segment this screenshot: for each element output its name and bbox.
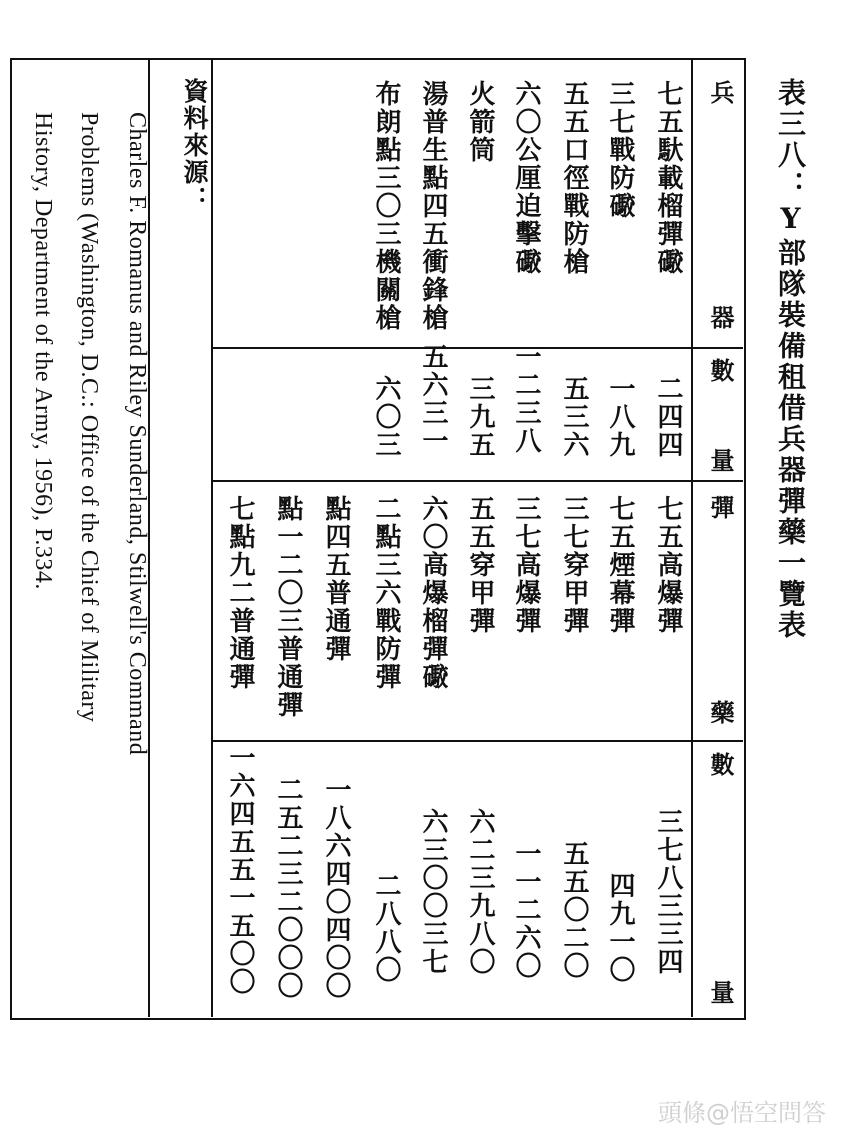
ammo-qty: 六二三九八〇 — [465, 808, 495, 976]
weapon-qty: 二四四 — [653, 375, 683, 459]
header-qty1-bottom: 量 — [706, 448, 735, 472]
weapon-qty: 三九五 — [465, 375, 495, 459]
weapon-name: 六〇公厘迫擊礮 — [511, 80, 541, 276]
weapon-qty: 一二三八 — [511, 343, 541, 455]
divider-ammo-qty — [211, 740, 743, 742]
source-line-3: History, Department of the Army, 1956), P.334. — [30, 112, 56, 590]
weapon-name: 布朗點三〇三機關槍 — [371, 80, 401, 332]
ammo-name: 七點九二普通彈 — [225, 495, 255, 691]
ammo-name: 三七高爆彈 — [511, 495, 541, 635]
weapon-name: 七五馱載榴彈礮 — [653, 80, 683, 276]
ammo-qty: 六三〇〇三七 — [418, 808, 448, 976]
weapon-qty: 五六三一 — [418, 343, 448, 455]
ammo-qty: 三七八三三四 — [653, 808, 683, 976]
header-ammo-bottom: 藥 — [706, 700, 735, 724]
weapon-name: 五五口徑戰防槍 — [559, 80, 589, 276]
ammo-name: 點一二〇三普通彈 — [273, 495, 303, 719]
weapon-name: 三七戰防礮 — [605, 80, 635, 220]
ammo-qty: 五五〇二〇 — [559, 840, 589, 980]
source-line-2: Problems (Washington, D.C.: Office of the Chief of Military — [76, 112, 102, 723]
page-title: 表三八：Y部隊裝備租借兵器彈藥一覽表 — [774, 78, 807, 641]
header-qty2-bottom: 量 — [706, 980, 735, 1004]
header-weapon-top: 兵 — [706, 80, 735, 104]
header-qty2-top: 數 — [706, 752, 735, 776]
weapon-qty: 六〇三 — [371, 375, 401, 459]
ammo-qty: 一一二六〇 — [511, 840, 541, 980]
ammo-qty: 二五二三二〇〇〇 — [273, 776, 303, 1000]
ammo-name: 五五穿甲彈 — [465, 495, 495, 635]
weapon-qty: 一八九 — [605, 375, 635, 459]
ammo-name: 二點三六戰防彈 — [371, 495, 401, 691]
header-weapon-bottom: 器 — [706, 305, 735, 329]
ammo-qty: 二八八〇 — [371, 872, 401, 984]
watermark: 頭條@悟空問答 — [658, 1099, 826, 1127]
ammo-name: 七五煙幕彈 — [605, 495, 635, 635]
divider-weapon-qty — [211, 347, 743, 349]
ammo-name: 七五高爆彈 — [653, 495, 683, 635]
ammo-qty: 一八六四〇四〇〇 — [321, 776, 351, 1000]
weapon-qty: 五三六 — [559, 375, 589, 459]
ammo-name: 點四五普通彈 — [321, 495, 351, 663]
source-label: 資料來源： — [180, 78, 209, 213]
divider-qty-ammo — [211, 480, 743, 482]
header-ammo-top: 彈 — [706, 495, 735, 519]
divider-header-column — [691, 60, 693, 1017]
ammo-qty: 一六四五五一五〇〇 — [225, 744, 255, 996]
header-qty1-top: 數 — [706, 358, 735, 382]
ammo-name: 六〇高爆榴彈礮 — [418, 495, 448, 691]
weapon-name: 火箭筒 — [465, 80, 495, 164]
ammo-name: 三七穿甲彈 — [559, 495, 589, 635]
source-line-1: Charles F. Romanus and Riley Sunderland, Stilwell's Command — [124, 112, 150, 756]
ammo-qty: 四九一〇 — [605, 872, 635, 984]
weapon-name: 湯普生點四五衝鋒槍 — [418, 80, 448, 332]
